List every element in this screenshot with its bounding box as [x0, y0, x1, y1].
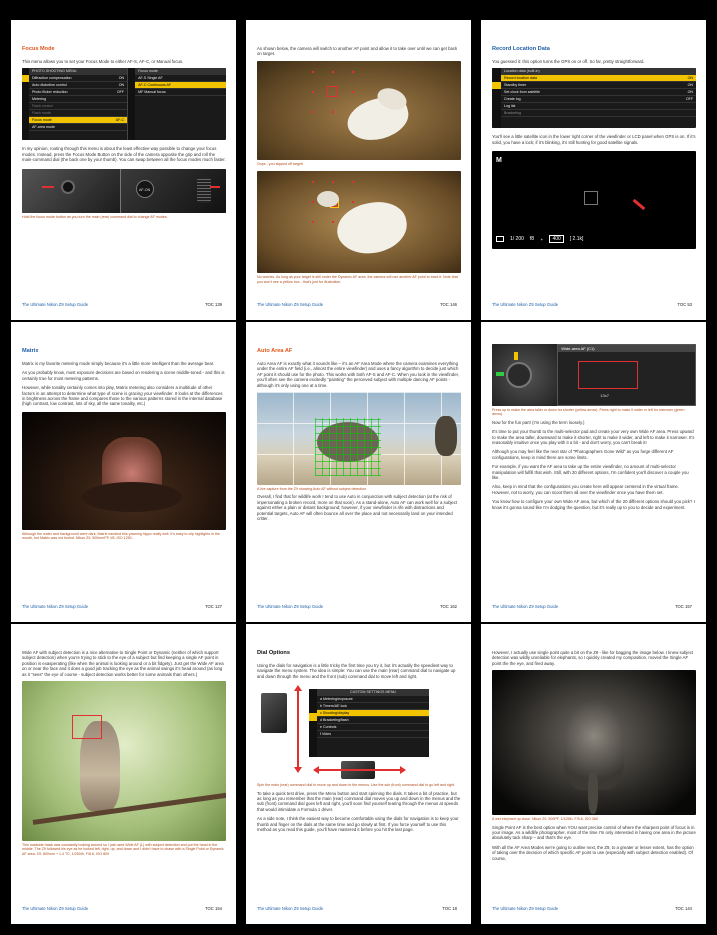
menu-item-selected[interactable]: Record location data — [504, 76, 537, 81]
egret-shape — [333, 198, 411, 259]
image-caption: A wet elephant up close. Nikon Z9, 500PF, 1/125th, F/5.6, ISO 360 — [492, 817, 598, 822]
page-number: 127 — [215, 604, 222, 609]
horizontal-arrow-icon — [317, 769, 401, 771]
page-footer — [492, 604, 692, 609]
menu-item[interactable]: d Bracketing/flash — [320, 718, 349, 723]
wide-area-config-screenshot — [492, 344, 696, 406]
af-on-button: AF-ON — [136, 180, 154, 198]
page-number: 154 — [215, 906, 222, 911]
page-title: Auto Area AF — [257, 348, 293, 354]
red-arrow-icon — [633, 199, 646, 210]
submenu-option[interactable]: MF Manual focus — [138, 90, 166, 95]
menu-item[interactable]: Diffraction compensation — [32, 76, 72, 81]
image-caption: Press up to make the area taller or down for shorter (yellow arrow). Press right to make it wider or left for narrower (green arrow). — [492, 408, 685, 417]
paragraph: Also, keep in mind that the configurations you create here will appear centered in the virtual frame. However, not to worry, you can scoot them all over the viewfinder once you have them set. — [492, 484, 680, 495]
paragraph: You'll see a little satellite icon in the lower right corner of the viewfinder or LCD panel when GPS is on. If it's solid, you have a lock; if it's blinking, it's still hunting for good satellite signals. — [492, 134, 696, 145]
paragraph: Overall, I find that for wildlife work I tend to use Auto in conjunction with subject detection (at the risk of impersonating a broken record, more on that soon). As a stand-alone, Auto AF can work well for a subject against either a plain or distant background; however, if your viewfinder is rife with distractions and potential targets, Auto AF will often bounce all over the place and not necessarily land on your intended critter. — [257, 494, 458, 522]
menu-item[interactable]: AF-area mode — [32, 125, 55, 130]
image-caption: Hold the focus mode button as you turn the main (rear) command dial to change AF modes. — [22, 214, 168, 219]
footer-title: The Ultimate Nikon Z9 Setup Guide — [22, 302, 89, 307]
toc-link[interactable]: TOC — [675, 906, 684, 911]
page-thumbnail-18[interactable] — [246, 624, 471, 924]
page-footer — [22, 906, 222, 911]
page-title: Matrix — [22, 348, 39, 354]
toc-link[interactable]: TOC — [442, 906, 452, 911]
page-footer — [22, 604, 222, 609]
paragraph: However, I actually use single point quite a bit on the Z9 - like for bagging the image below. I knew subject detection was wildly unreliable for elephants, so I quickly created my composition, moved the Single AF point the the eye, and fired away. — [492, 650, 694, 666]
page-thumbnail-139[interactable] — [11, 20, 236, 320]
paragraph: Wide AF with subject detection is a nice alternative to Single Point or Dynamic (neither of which support subject detection) when you're trying to stick to the eye of a subject but find keeping a single AF point in position is exasperating (like when the animal is looking around or a bit fidgety). Just get the Wide AF area on or near the face and it does a good job tracking the eye as the animal swings it's head around (as long as it "sees" the eye of course - subject detection works better for some animals than others.) — [22, 650, 224, 677]
focus-mode-submenu — [128, 68, 226, 140]
image-caption: Oops - you slipped off target! — [257, 161, 304, 166]
paragraph: Matrix is my favorite metering mode simply because it's a little more intelligent than the average bear. — [22, 361, 215, 366]
image-caption: Although the water and background were dark, Matrix handled this yawning hippo really well. It's easy to clip highlights in the mouth, but Matrix was not fooled. Nikon Z9, 500mmPF, f/8, ISO 1250. — [22, 531, 220, 541]
menu-header: PHOTO SHOOTING MENU — [29, 68, 127, 75]
hawk-photo — [22, 681, 226, 841]
iso-value: 400 — [549, 235, 563, 243]
page-number: 162 — [450, 604, 457, 609]
vertical-arrow-icon — [297, 687, 299, 769]
page-thumbnail-154[interactable] — [11, 624, 236, 924]
viewfinder-display — [492, 151, 696, 249]
toc-link[interactable]: TOC — [675, 604, 684, 609]
paragraph: You guessed it: this option turns the GPS on or off. So far, pretty straightforward. — [492, 59, 645, 64]
page-title: Dial Options — [257, 650, 290, 656]
rear-dial-photo — [261, 693, 287, 733]
footer-title: The Ultimate Nikon Z9 Setup Guide — [492, 302, 559, 307]
af-point-box — [584, 191, 598, 205]
page-number: 139 — [215, 302, 222, 307]
camera-buttons-photo — [22, 169, 226, 213]
paragraph: However, while tonality certainly comes into play, Matrix metering also considers a multitude of other factors in an attempt to determine what type of scene is gracing your viewfinder. It looks at the differences in brightness across the frame and compares those to the various patterns stored in the internal database (high contrast, low contrast, lots of sky, all the same tonality, etc.) — [22, 385, 223, 407]
exposure-mode: M — [496, 157, 502, 165]
page-number: 144 — [685, 906, 692, 911]
green-arrow-icon — [496, 372, 504, 376]
menu-value: ON — [118, 76, 125, 81]
footer-title: The Ultimate Nikon Z9 Setup Guide — [492, 604, 559, 609]
custom-settings-menu — [309, 689, 429, 757]
menu-item[interactable]: Metering — [32, 97, 46, 102]
page-title: Record Location Data — [492, 46, 550, 52]
page-thumbnail-53[interactable] — [481, 20, 706, 320]
paragraph: As you probably know, most exposure decisions are based on rendering a scene middle-toned - and this is certainly true for most metering patterns. — [22, 370, 225, 381]
menu-header: Location data (built-in) — [504, 69, 540, 74]
dial-navigation-illustration — [257, 683, 461, 781]
menu-value: OFF — [685, 97, 693, 102]
menu-item[interactable]: Standby timer — [504, 83, 527, 88]
submenu-option-selected[interactable]: AF-C Continuous AF — [138, 83, 172, 88]
paragraph: Using the dials for navigation is a little tricky the first time you try it, but it's actually the speediest way to navigate the menu system. The idea is simple: You can use the main (rear) command dial to navigate up and down through the menu and the front (sub) command dial to move left and right. — [257, 663, 456, 679]
menu-header: CUSTOM SETTINGS MENU — [317, 689, 429, 696]
menu-item[interactable]: Log list — [504, 104, 516, 109]
paragraph: To take a quick test drive, press the Menu button and start spinning the dials. It takes a bit of practice, but as long as you remember that the main (rear) command dial moves you up and down in the menus and the sub (front) command dial goes left and right, you'll soon find yourself tearing through the menus at speeds that would intimidate a Formula 1 driver. — [257, 790, 461, 812]
paragraph: Auto Area AF is exactly what it sounds like – it's an AF Area Mode where the camera examines everything under the entire AF field (i.e., almost the entire viewfinder) and uses a fancy algorithm to decide just which AF point it should use for the photo. This works with both AF-S and AF-C. When you look in the viewfinder, you'll often see the camera excitedly "painting" the perceived subject with multiple dancing AF points - although it's only using one at a time. — [257, 361, 459, 388]
image-caption: A live capture from the Z9 showing Auto AF without subject detection. — [257, 487, 368, 492]
image-caption: This roadside hawk was constantly looking around so I just used Wide AF (L) with subject detection and put the head in the middle. The Z9 followed his eye as he looked left, right, up, and down and I didn't have to chase with a Single Point or Dynamic AF area. Z9, 800mm + 1.4 TC, 1/250th, F/8.6, ISO 800 — [22, 843, 224, 856]
page-footer — [257, 906, 457, 911]
footer-title: The Ultimate Nikon Z9 Setup Guide — [22, 906, 89, 911]
footer-title: The Ultimate Nikon Z9 Setup Guide — [257, 604, 324, 609]
menu-item[interactable]: Flash mode — [32, 111, 51, 116]
egret-photo-2 — [257, 171, 461, 273]
menu-item[interactable]: Photo flicker reduction — [32, 90, 68, 95]
camera-icon — [496, 236, 504, 242]
menu-item[interactable]: Bracketing — [504, 111, 521, 116]
menu-value: ON — [687, 76, 693, 81]
toc-link[interactable]: TOC — [205, 604, 214, 609]
submenu-header: Focus mode — [135, 68, 226, 75]
grid-size: 13x7 — [600, 393, 609, 398]
yellow-arrow-icon — [514, 352, 518, 360]
footer-title: The Ultimate Nikon Z9 Setup Guide — [257, 906, 324, 911]
page-thumbnail-144[interactable] — [481, 624, 706, 924]
elephant-photo — [492, 670, 696, 815]
page-footer — [257, 604, 457, 609]
menu-item[interactable]: Auto distortion control — [32, 83, 67, 88]
menu-item[interactable]: a Metering/exposure — [320, 697, 353, 702]
menu-value: AF-C — [115, 118, 125, 123]
wide-area-label: Wide-area AF (C1) — [558, 345, 695, 352]
menu-value: ON — [687, 90, 693, 95]
toc-link[interactable]: TOC — [205, 302, 214, 307]
photo-shooting-menu — [22, 68, 128, 140]
page-number: 18 — [452, 906, 457, 911]
page-thumbnail-162[interactable] — [246, 322, 471, 622]
page-thumbnail-157[interactable] — [481, 322, 706, 622]
toc-link[interactable]: TOC — [677, 302, 687, 307]
paragraph: This menu allows you to set your Focus Mode to either AF-S, AF-C, or Manual focus. — [22, 59, 184, 64]
paragraph: For example, if you want the AF area to take up the entire viewfinder, no amount of multi-selector manipulation will fulfill that wish. Still, with 20 different options, I'm confident you'll discover a couple you like. — [492, 464, 689, 481]
toc-link[interactable]: TOC — [440, 604, 449, 609]
shots-remaining: [ 2.1k] — [569, 236, 584, 243]
hippo-photo — [22, 412, 226, 530]
page-footer — [22, 302, 222, 307]
wide-af-box — [72, 715, 102, 739]
page-footer — [492, 302, 692, 307]
page-number: 157 — [685, 604, 692, 609]
menu-item[interactable]: b Timers/AE lock — [320, 704, 347, 709]
page-footer — [492, 906, 692, 911]
page-footer — [257, 302, 457, 307]
paragraph: It's time to put your thumb to the multi-selector pad and create your very own Wide AF area. Press upward to make the area taller, downward to make it shorter, right to make it wider, and left to make it narrower. It's reasonably intuitive once you play with it a bit - and don't worry, you can't break it! — [492, 429, 695, 446]
menu-item[interactable]: e Controls — [320, 725, 337, 730]
footer-title: The Ultimate Nikon Z9 Setup Guide — [22, 604, 89, 609]
paragraph: As shown below, the camera will switch to another AF point and allow it to take over until we can get back on target. — [257, 46, 458, 57]
menu-value: OFF — [116, 90, 125, 95]
shutter-speed: 1/ 200 — [510, 236, 524, 243]
toc-link[interactable]: TOC — [205, 906, 214, 911]
menu-value: ON — [687, 83, 693, 88]
page-title: Focus Mode — [22, 46, 55, 52]
paragraph: As a side note, I think the easiest way to become comfortable using the dials for navigation is to keep your thumb and finger on the dials at the same time and go slowly at first. If you force yourself to use this method as you read this guide, you'll have mastered it before you hit the last page. — [257, 816, 459, 833]
egret-photo-1 — [257, 61, 461, 160]
menu-value: ON — [118, 83, 125, 88]
page-number: 53 — [687, 302, 692, 307]
menu-item-selected[interactable]: Focus mode — [32, 118, 52, 123]
menu-item[interactable]: f Video — [320, 732, 332, 737]
footer-title: The Ultimate Nikon Z9 Setup Guide — [257, 302, 324, 307]
page-thumbnail-146[interactable] — [246, 20, 471, 320]
paragraph: Single Point AF is the best option when YOU want precise control of where the sharpest point of focus is in your image. As a wildlife photographer, most of the time I'm only interested in having one area in the picture absolutely tack sharp – and that's the eye. — [492, 824, 696, 841]
af-point-box — [327, 86, 338, 97]
lapwing-photo — [257, 392, 461, 485]
wide-area-box — [578, 361, 638, 389]
toc-link[interactable]: TOC — [440, 302, 449, 307]
satellite-icon: ✦ — [540, 236, 544, 242]
branch — [33, 792, 226, 825]
image-caption: No worries. As long as your target is still under the Dynamic AF area, the camera will use another AF point to track it. Note that you won't see a yellow box - that's just for illustration. — [257, 275, 458, 284]
paragraph: With all the AF Area Modes we're going to outline next, the Z9, to a greater or lesser extent, has the option of taking over the decision of which specific AF point to use (especially with subject detection enabled). Of course, — [492, 844, 694, 861]
submenu-option[interactable]: AF-S Single AF — [138, 76, 163, 81]
footer-title: The Ultimate Nikon Z9 Setup Guide — [492, 906, 559, 911]
menu-item[interactable]: Set clock from satellite — [504, 90, 540, 95]
aperture: f8 — [529, 236, 535, 243]
paragraph: Now for the fun part! (I'm using the term loosely.) — [492, 419, 585, 425]
image-caption: Spin the main (rear) command dial to move up and down in the menus. Use the sub (front) command dial to go left and right. — [257, 783, 455, 788]
page-number: 146 — [450, 302, 457, 307]
focus-mode-menu-screenshot — [22, 68, 226, 140]
paragraph: In my opinion, rooting through this menu is about the least effective way possible to change your focus modes. Instead, press the Focus Mode Button on the side of the camera opposite the grip and roll the main-command dial (the back one by your thumb). You can swap between all the focus modes much faster. — [22, 146, 226, 163]
paragraph: You know how to configure your own Wide AF area, but which of the 20 different options should you pick? I know it's gonna sound like I'm dodging the question, but it's really up to you to decide and experiment. — [492, 499, 695, 510]
location-data-menu-screenshot — [492, 68, 696, 128]
auto-af-points — [315, 418, 381, 476]
page-thumbnail-127[interactable] — [11, 322, 236, 622]
menu-item[interactable]: Flash control — [32, 104, 53, 109]
paragraph: Although you may feel like the next star of "Photographers Gone Wild" as you forge different AF configurations, keep in mind there are some limits. — [492, 449, 674, 460]
menu-item-selected[interactable]: c Shooting/display — [320, 711, 350, 716]
menu-item[interactable]: Create log — [504, 97, 521, 102]
